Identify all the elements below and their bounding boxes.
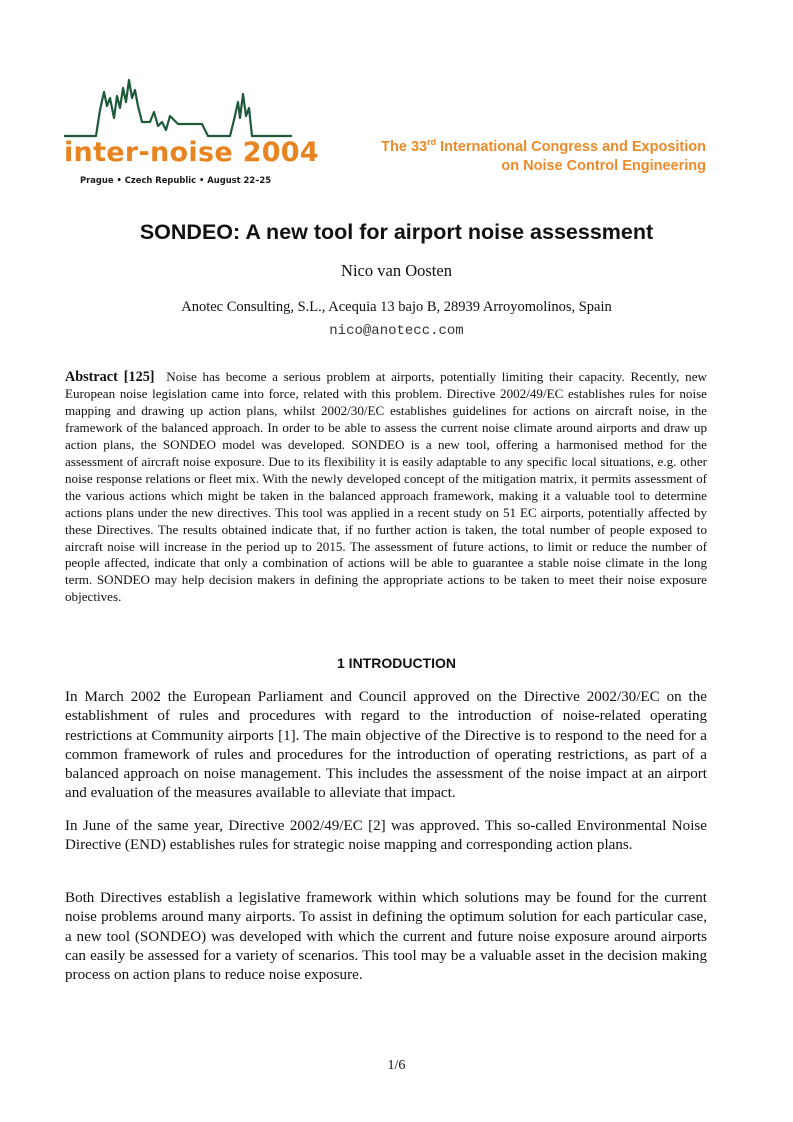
page-number: 1/6 [387,1058,406,1073]
intro-paragraph-3: Both Directives establish a legislative framework within which solutions may be found for the current noise problems around many airports. To assist in defining the optimum solution for each particular case, a new tool (SONDEO) was developed with which the current and future noise exposure around airports can easily be assessed for a variety of scenarios. This tool may be a valuable asset in the decision making process on action plans to reduce noise exposure. [65,890,707,984]
intro-paragraph-2: In June of the same year, Directive 2002/49/EC [2] was approved. This so-called Environmental Noise Directive (END) establishes rules for strategic noise mapping and corresponding action plans. [65,818,707,854]
conference-logo [62,72,319,190]
congress-line-1-rest: International Congress and Exposition [436,139,706,155]
abstract [65,369,707,606]
congress-ordinal: rd [427,137,437,147]
intro-paragraph-1: In March 2002 the European Parliament and Council approved on the Directive 2002/30/EC on the establishment of rules and procedures with regard to the introduction of noise-related operating restrictions at Community airports [1]. The main objective of the Directive is to respond to the need for a common framework of rules and procedures for the introduction of operating restrictions, as part of a balanced approach on noise management. This includes the assessment of the noise impact at an airport and evaluation of the measures available to alleviate that impact. [65,689,707,802]
prague-skyline-graphic [62,72,294,142]
congress-prefix: The 33 [381,139,428,155]
section-heading: 1 INTRODUCTION [337,655,456,671]
paper-title: SONDEO: A new tool for airport noise assessment [139,220,654,244]
abstract-text: Noise has become a serious problem at airports, potentially limiting their capacity. Recently, new European noise legislation came into force, related with this problem. Directive 2002/49/EC establishes rules for noise mapping and drawing up action plans, whilst 2002/30/EC establishes guidelines for actions on aircraft noise, in the framework of the balanced approach. In order to be able to assess the current noise climate around airports and draw up action plans, the SONDEO model was developed. SONDEO is a new tool, offering a harmonised method for the assessment of aircraft noise exposure. Due to its flexibility it is easily adaptable to any specific local situations, e.g. other noise response relations or fleet mix. With the newly developed concept of the mitigation matrix, it permits assessment of the various actions which might be taken in the balanced approach framework, making it a valuable tool to determine actions plans under the new directives. This tool was applied in a recent study on 51 EC airports, potentially affected by these Directives. The results obtained indicate that, if no further action is taken, the total number of people exposed to aircraft noise will increase in the period up to 2015. The assessment of future actions, to limit or reduce the number of people affected, indicate that only a combination of actions will be able to guarantee a stable noise climate in the long term. SONDEO may help decision makers in defining the appropriate actions to be taken to meet their noise exposure objectives. [65,369,707,605]
author-email: nico@anotecc.com [329,323,464,339]
logo-wordmark: inter-noise 2004 [64,137,319,168]
paper-author: Nico van Oosten [341,261,452,280]
logo-subtitle: Prague • Czech Republic • August 22–25 [80,175,272,185]
abstract-label: Abstract [125] [65,369,155,385]
congress-line-1 [381,138,706,157]
congress-title [381,138,706,176]
congress-line-2: on Noise Control Engineering [501,158,706,174]
paper-affiliation: Anotec Consulting, S.L., Acequia 13 bajo B, 28939 Arroyomolinos, Spain [181,299,612,315]
